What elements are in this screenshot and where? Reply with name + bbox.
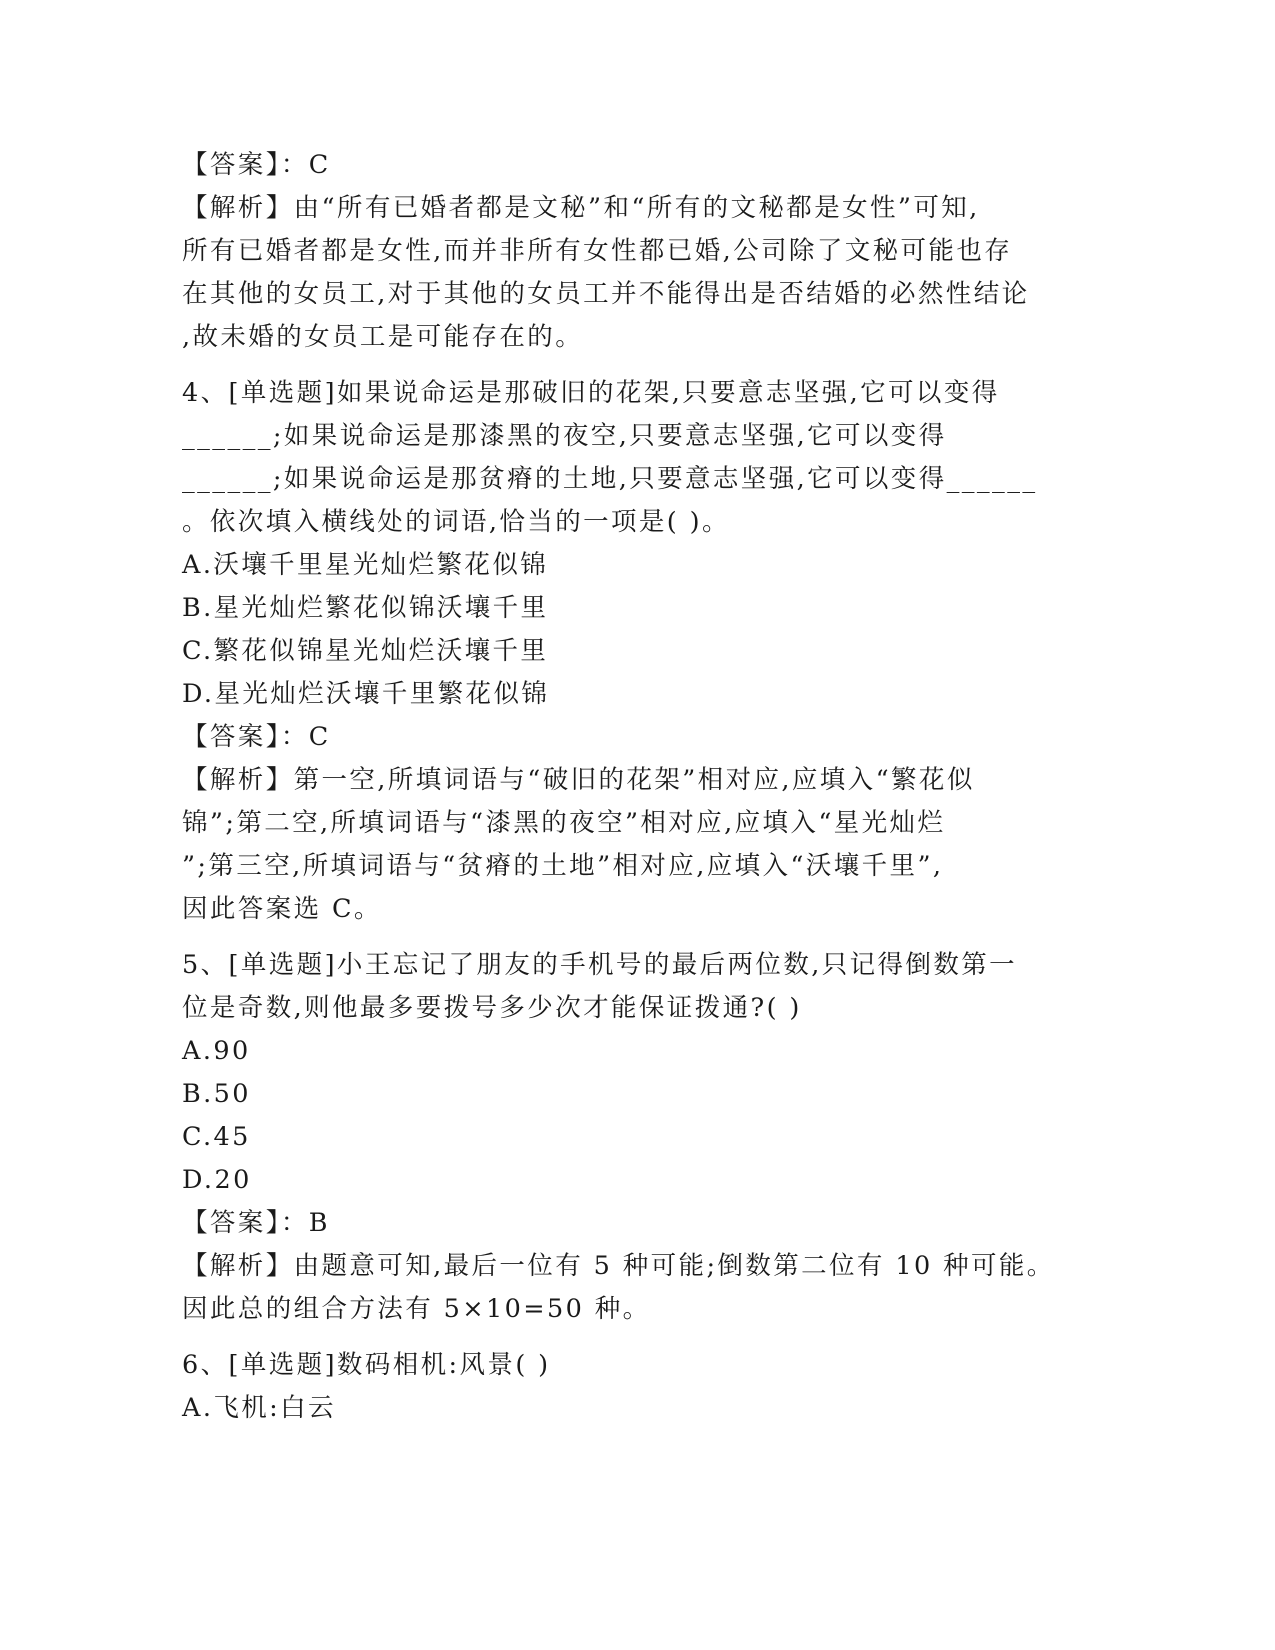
question-5 — [182, 944, 1082, 1331]
analysis-line: 【解析】由题意可知,最后一位有 5 种可能;倒数第二位有 10 种可能。 — [182, 1251, 1055, 1281]
option-d: D.20 — [182, 1165, 252, 1195]
analysis-line: 锦”;第二空,所填词语与“漆黑的夜空”相对应,应填入“星光灿烂 — [182, 808, 946, 838]
analysis-line: ”;第三空,所填词语与“贫瘠的土地”相对应,应填入“沃壤千里”, — [182, 851, 944, 881]
question-stem-line: 。依次填入横线处的词语,恰当的一项是( )。 — [182, 507, 730, 537]
option-b: B.50 — [182, 1079, 251, 1109]
analysis-line: 因此总的组合方法有 5×10=50 种。 — [182, 1294, 651, 1324]
question-stem-line: 位是奇数,则他最多要拨号多少次才能保证拨通?( ) — [182, 993, 802, 1023]
question-4 — [182, 372, 1082, 931]
option-a: A.沃壤千里星光灿烂繁花似锦 — [182, 550, 549, 580]
question-stem-line: 4、[单选题]如果说命运是那破旧的花架,只要意志坚强,它可以变得 — [182, 378, 1000, 408]
question-stem-line: 6、[单选题]数码相机:风景( ) — [182, 1350, 551, 1380]
analysis-line: 在其他的女员工,对于其他的女员工并不能得出是否结婚的必然性结论 — [182, 279, 1030, 309]
option-c: C.繁花似锦星光灿烂沃壤千里 — [182, 636, 549, 666]
option-b: B.星光灿烂繁花似锦沃壤千里 — [182, 593, 549, 623]
document-page — [182, 144, 1082, 1430]
option-c: C.45 — [182, 1122, 251, 1152]
analysis-line: 【解析】由“所有已婚者都是文秘”和“所有的文秘都是女性”可知, — [182, 193, 980, 223]
option-d: D.星光灿烂沃壤千里繁花似锦 — [182, 679, 550, 709]
answer-line: 【答案】：C — [182, 150, 331, 180]
question-stem-line: 5、[单选题]小王忘记了朋友的手机号的最后两位数,只记得倒数第一 — [182, 950, 1018, 980]
question-stem-line: ______;如果说命运是那贫瘠的土地,只要意志坚强,它可以变得______ — [182, 464, 1038, 494]
analysis-line: 【解析】第一空,所填词语与“破旧的花架”相对应,应填入“繁花似 — [182, 765, 975, 795]
option-a: A.90 — [182, 1036, 251, 1066]
question-stem-line: ______;如果说命运是那漆黑的夜空,只要意志坚强,它可以变得 — [182, 421, 947, 451]
question-3-tail — [182, 144, 1082, 359]
analysis-line: ,故未婚的女员工是可能存在的。 — [182, 322, 584, 352]
answer-line: 【答案】：B — [182, 1208, 330, 1238]
question-6 — [182, 1344, 1082, 1430]
analysis-line: 所有已婚者都是女性,而并非所有女性都已婚,公司除了文秘可能也存 — [182, 236, 1013, 266]
analysis-line: 因此答案选 C。 — [182, 894, 382, 924]
answer-line: 【答案】：C — [182, 722, 331, 752]
option-a: A.飞机:白云 — [182, 1393, 336, 1423]
